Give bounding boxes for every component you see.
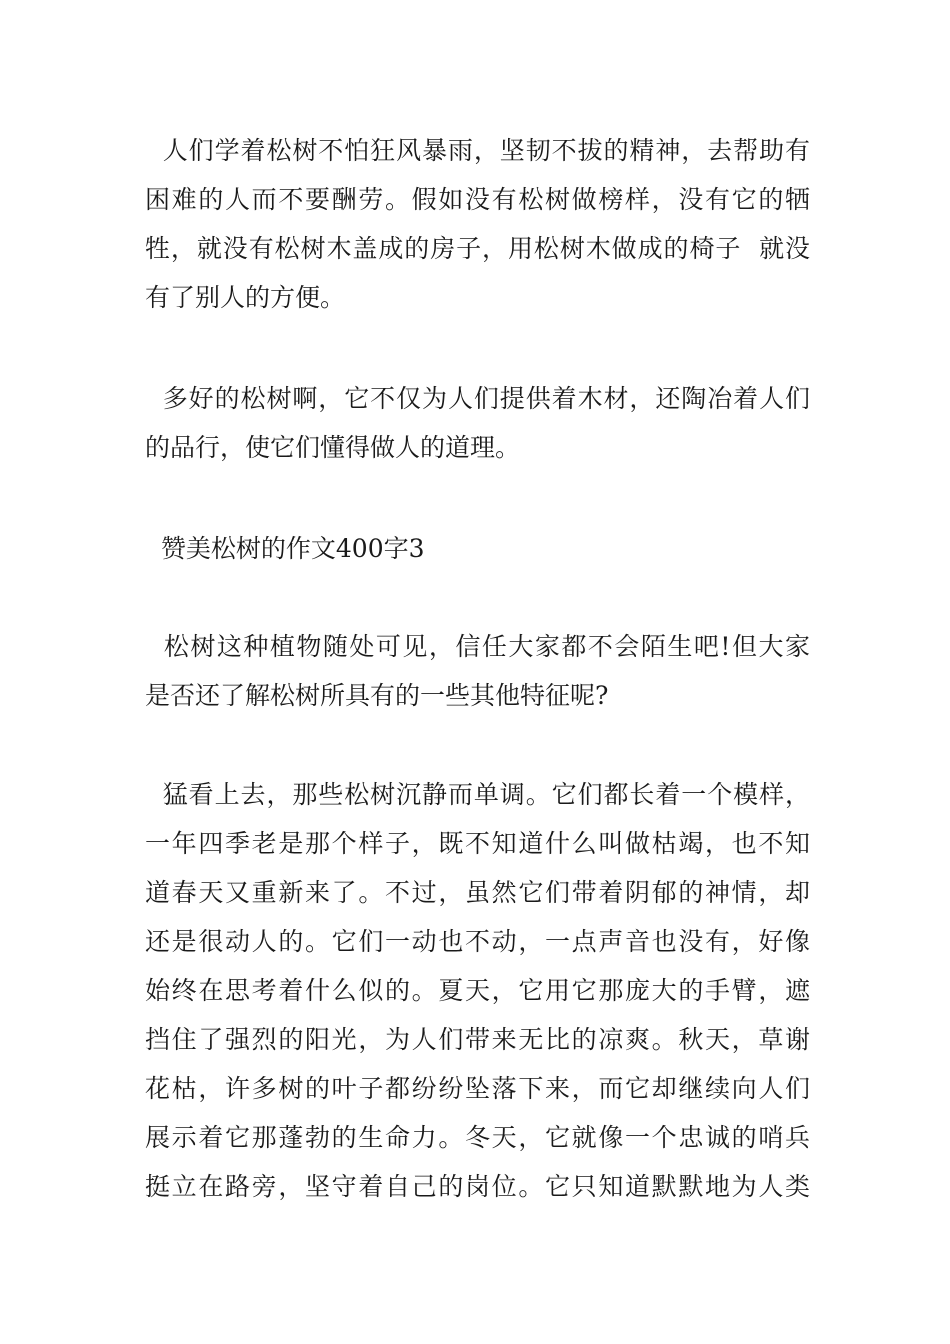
paragraph-line: 困难的人而不要酬劳。假如没有松树做榜样，没有它的牺 xyxy=(145,185,810,214)
paragraph-line: 始终在思考着什么似的。夏天，它用它那庞大的手臂，遮 xyxy=(145,976,810,1005)
paragraph-line: 道春天又重新来了。不过，虽然它们带着阴郁的神情，却 xyxy=(145,878,810,907)
paragraph-3 xyxy=(145,622,810,720)
paragraph-1 xyxy=(145,126,810,322)
paragraph-line: 挡住了强烈的阳光，为人们带来无比的凉爽。秋天，草谢 xyxy=(145,1025,810,1054)
paragraph-line: 的品行，使它们懂得做人的道理。 xyxy=(145,433,521,462)
paragraph-2 xyxy=(145,374,810,472)
paragraph-line: 是否还了解松树所具有的一些其他特征呢? xyxy=(145,681,609,710)
paragraph-line: 挺立在路旁，坚守着自己的岗位。它只知道默默地为人类 xyxy=(145,1172,810,1201)
paragraph-line: 人们学着松树不怕狂风暴雨，坚韧不拔的精神，去帮助有 xyxy=(145,136,810,165)
paragraph-line: 松树这种植物随处可见，信任大家都不会陌生吧!但大家 xyxy=(145,632,810,661)
paragraph-line: 一年四季老是那个样子，既不知道什么叫做枯竭，也不知 xyxy=(145,829,810,858)
paragraph-4 xyxy=(145,770,810,1211)
paragraph-line: 多好的松树啊，它不仅为人们提供着木材，还陶冶着人们 xyxy=(145,384,810,413)
paragraph-line: 猛看上去，那些松树沉静而单调。它们都长着一个模样， xyxy=(145,780,810,809)
paragraph-line: 还是很动人的。它们一动也不动，一点声音也没有，好像 xyxy=(145,927,810,956)
paragraph-line: 牲，就没有松树木盖成的房子，用松树木做成的椅子 就没 xyxy=(145,234,810,263)
paragraph-line: 花枯，许多树的叶子都纷纷坠落下来，而它却继续向人们 xyxy=(145,1074,810,1103)
paragraph-line: 展示着它那蓬勃的生命力。冬天，它就像一个忠诚的哨兵 xyxy=(145,1123,810,1152)
paragraph-line: 有了别人的方便。 xyxy=(145,283,346,312)
section-heading xyxy=(145,524,810,573)
heading-line: 赞美松树的作文400字3 xyxy=(145,534,425,563)
